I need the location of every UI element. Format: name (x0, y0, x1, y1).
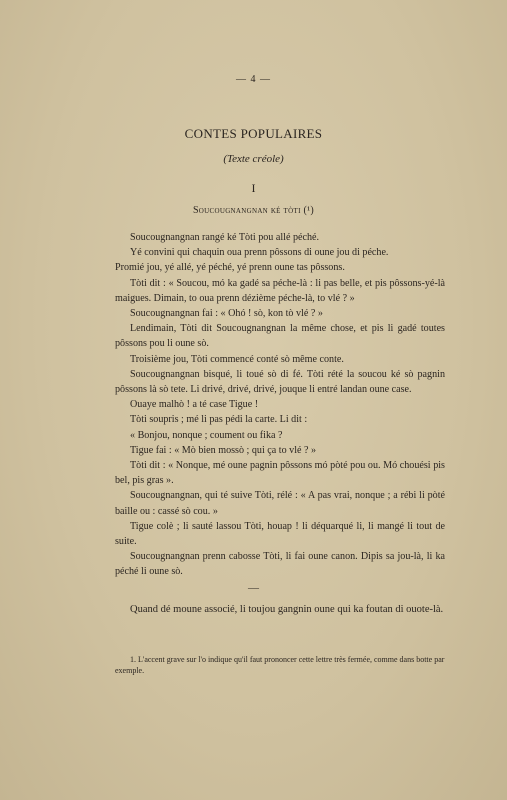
story-title: Soucougnangnan ké tòti (¹) (192, 205, 315, 216)
paragraph: Lendimain, Tòti dit Soucougnangnan la même chose, et pis li gadé toutes pôssons pou li oune sò. (115, 323, 445, 350)
paragraph: Tigue colè ; li sauté lassou Tòti, houap ! li déquarqué li, li mangé li tout de suite. (115, 520, 445, 548)
paragraph: Tòti dit : « Soucou, mó ka gadé sa péche-là : li pas belle, et pis pôssons-yé-là maigues. Dimain, to oua prenn dézième péche-là, to vlé ? » (115, 277, 445, 304)
paragraph: Soucougnangnan prenn cabosse Tòti, li fai oune canon. Dipis sa jou-là, li ka péché li oune sò. (115, 551, 445, 578)
paragraph: Promié jou, yé allé, yé péché, yé prenn oune tas pôssons. (115, 262, 345, 274)
paragraph: Tòti soupris ; mé li pas pédi la carte. Li dit : (130, 414, 308, 426)
paragraph: Soucougnangnan bisqué, li toué sò di fé. Tòti rété la soucou ké sò pagnin pôssons là sò tete. Li drivé, drivé, drivé, jouque li entré landan oune case. (115, 368, 445, 396)
subtitle: (Texte créole) (223, 153, 284, 165)
paragraph: Soucougnangnan, qui té suive Tòti, rélé : « A pas vrai, nonque ; a rébi li pòté baille ou : cassé sò cou. » (115, 490, 445, 517)
paragraph: Soucougnangnan fai : « Ohó ! sò, kon tò vlé ? » (130, 308, 323, 320)
paragraph: Yé convini qui chaquin oua prenn pôssons di oune jou di péche. (130, 247, 389, 259)
paragraph: Soucougnangnan rangé ké Tòti pou allé péché. (130, 232, 320, 243)
story-body (115, 230, 445, 580)
paragraph: Ouaye malhò ! a té case Tigue ! (130, 399, 259, 411)
page-number: — 4 — (236, 74, 271, 85)
paragraph: Tòti dit : « Nonque, mé oune pagnin pôssons mó pòté pou ou. Mó chouési pis bel, pis gras ». (115, 460, 445, 487)
paragraph: Tigue fai : « Mò bien mossò ; qui ça to vlé ? » (130, 444, 317, 456)
proverb: Quand dé moune associé, li toujou gangnin oune qui ka foutan di ouote-là. (130, 604, 444, 615)
footnote: 1. L'accent grave sur l'o indique qu'il faut prononcer cette lettre très fermée, comme dans botte par exemple. (115, 655, 445, 675)
paragraph: « Bonjou, nonque ; coument ou fika ? (130, 429, 283, 441)
paragraph: Troisième jou, Tòti commencé conté sò même conte. (130, 353, 344, 365)
page-title: CONTES POPULAIRES (184, 126, 323, 141)
section-numeral: I (251, 181, 256, 195)
section-divider: — (248, 582, 259, 594)
